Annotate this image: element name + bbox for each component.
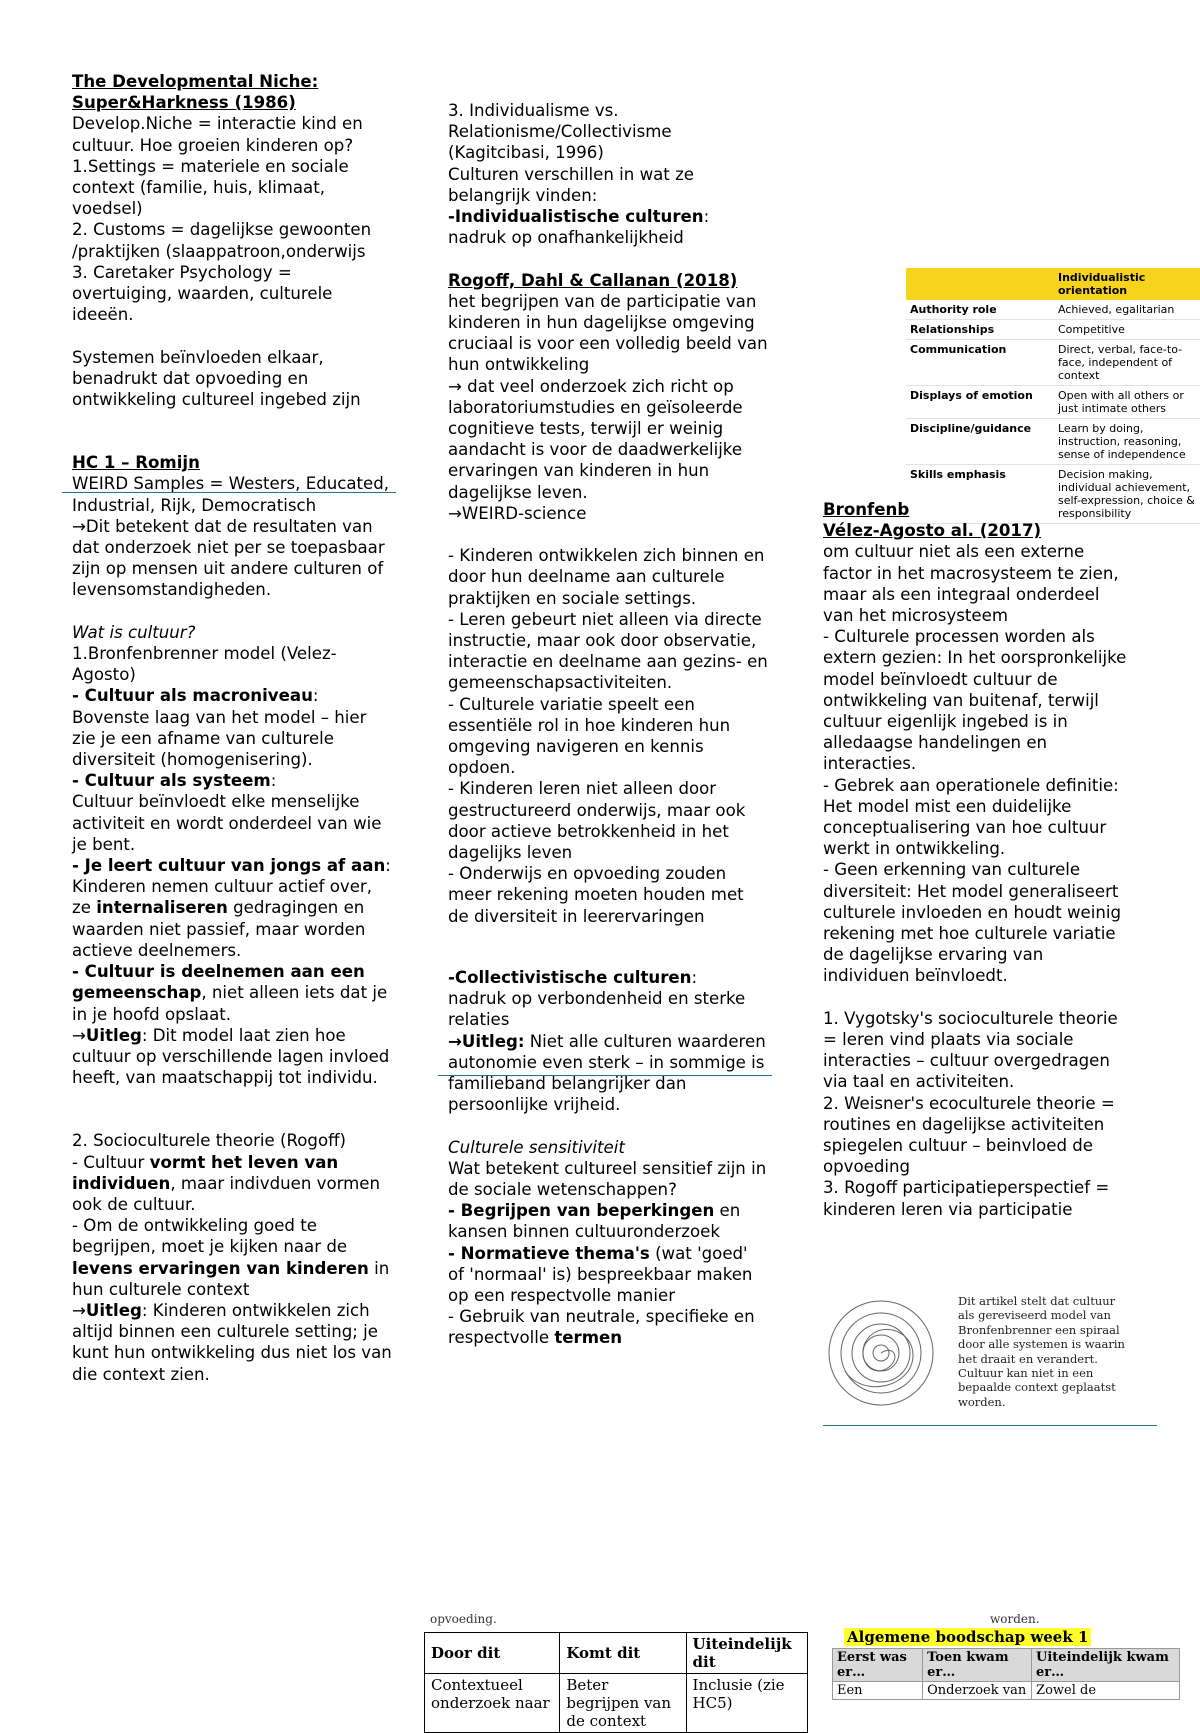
paragraph: 2. Socioculturele theorie (Rogoff) (72, 1131, 347, 1151)
paragraph: Wat betekent cultureel sensitief zijn in de sociale wetenschappen? (448, 1158, 767, 1199)
table-row: Skills emphasis Decision making, individual achievement, self-expression, choice & responsibility (906, 465, 1200, 524)
paragraph: - Gebrek aan operationele definitie: Het model mist een duidelijke conceptualisering van hoe cultuur werkt in ontwikkeling. (823, 775, 1119, 859)
section-divider (62, 492, 396, 493)
developmental-niche-authors: Super&Harkness (1986) (72, 93, 296, 113)
paragraph: 1. Vygotsky's socioculturele theorie = leren vind plaats via sociale interacties – cultuur overgedragen via taal en activiteiten. (823, 1008, 1118, 1092)
paragraph: - Gebruik van neutrale, specifieke en respectvolle termen (448, 1307, 755, 1348)
conclusion-table (424, 1632, 808, 1733)
list-item: - Kinderen ontwikkelen zich binnen en door hun deelname aan culturele praktijken en sociale settings. (448, 546, 765, 608)
paragraph: →Dit betekent dat de resultaten van dat onderzoek niet per se toepasbaar zijn op mensen uit andere culturen of levensomstandigheden. (72, 516, 385, 600)
column-middle (448, 100, 768, 1349)
text-fragment: worden. (990, 1612, 1040, 1626)
paragraph: 3. Caretaker Psychology = overtuiging, waarden, culturele ideeën. (72, 262, 333, 325)
velez-agosto-title: Vélez-Agosto al. (2017) (823, 521, 1042, 541)
paragraph: 3. Individualisme vs. Relationisme/Collectivisme (Kagitcibasi, 1996) (448, 101, 672, 163)
paragraph: 1.Bronfenbrenner model (Velez-Agosto) (72, 644, 337, 685)
paragraph: Systemen beïnvloeden elkaar, benadrukt dat opvoeding en ontwikkeling cultureel ingebed zijn (72, 347, 361, 410)
general-message-table (832, 1648, 1180, 1700)
paragraph: Kinderen nemen cultuur actief over, ze internaliseren gedragingen en waarden niet passief, maar worden actieve deelnemers. (72, 877, 372, 960)
paragraph: - Om de ontwikkeling goed te begrijpen, moet je kijken naar de levens ervaringen van kinderen in hun culturele context (72, 1216, 390, 1299)
hc1-title: HC 1 – Romijn (72, 453, 200, 473)
table-row: Door dit Komt dit Uiteindelijk dit (425, 1633, 808, 1674)
paragraph: →Uitleg: Kinderen ontwikkelen zich altijd binnen een culturele setting; je kunt hun ontwikkeling dus niet los van die context zien. (72, 1300, 392, 1384)
paragraph: nadruk op onafhankelijkheid (448, 228, 684, 248)
paragraph: -Collectivistische culturen: (448, 967, 698, 987)
section-heading: Wat is cultuur? (72, 622, 196, 642)
paragraph: →WEIRD-science (448, 503, 587, 523)
spiral-diagram-icon (829, 1301, 933, 1405)
paragraph: 1.Settings = materiele en sociale context (familie, huis, klimaat, voedsel) (72, 156, 349, 219)
paragraph: →Uitleg: Niet alle culturen waarderen autonomie even sterk – in sommige is familieband belangrijker dan persoonlijke vrijheid. (448, 1031, 766, 1115)
paragraph: WEIRD Samples = Westers, Educated, Industrial, Rijk, Democratisch (72, 474, 390, 515)
rogoff-title: Rogoff, Dahl & Callanan (2018) (448, 270, 738, 290)
list-item: - Onderwijs en opvoeding zouden meer rekening moeten houden met de diversiteit in leerervaringen (448, 864, 744, 926)
paragraph: 2. Weisner's ecoculturele theorie = routines en dagelijkse activiteiten spiegelen cultuur – beinvloed de opvoeding (823, 1093, 1115, 1177)
paragraph: → dat veel onderzoek zich richt op laboratoriumstudies en geïsoleerde cognitieve tests, terwijl er weinig aandacht is voor de daadwerkelijke ervaringen van kinderen in hun dagelijkse leven. (448, 376, 743, 502)
paragraph: - Normatieve thema's (wat 'goed' of 'normaal' is) bespreekbaar maken op een respectvolle manier (448, 1243, 753, 1305)
section-divider (438, 1075, 772, 1076)
paragraph: - Begrijpen van beperkingen en kansen binnen cultuuronderzoek (448, 1201, 741, 1242)
general-message-title: Algemene boodschap week 1 (844, 1628, 1091, 1646)
figure-caption: Dit artikel stelt dat cultuur als gereviseerd model van Bronfenbrenner een spiraal door alle systemen is waarin het draait en verandert. Cultuur kan niet in een bepaalde context geplaatst worden. (958, 1294, 1125, 1409)
table-row: Authority role Achieved, egalitarian (906, 300, 1200, 320)
paragraph: - Geen erkenning van culturele diversiteit: Het model generaliseert culturele invloeden en houdt weinig rekening met hoe culturele variatie de dagelijkse ervaring van individuen beïnvloedt. (823, 860, 1122, 986)
paragraph: Develop.Niche = interactie kind en cultuur. Hoe groeien kinderen op? (72, 114, 363, 155)
developmental-niche-title: The Developmental Niche: (72, 72, 319, 91)
paragraph: om cultuur niet als een externe factor in het macrosysteem te zien, maar als een integraal onderdeel van het microsysteem (823, 542, 1119, 626)
table-row: Displays of emotion Open with all others or just intimate others (906, 386, 1200, 419)
table-row: Relationships Competitive (906, 320, 1200, 340)
section-heading: Culturele sensitiviteit (448, 1137, 625, 1157)
paragraph: -Individualistische culturen: (448, 207, 710, 227)
paragraph: - Cultuur als macroniveau: (72, 686, 319, 706)
paragraph: 2. Customs = dagelijkse gewoonten /praktijken (slaappatroon,onderwijs (72, 220, 372, 261)
table-header: Individualistic orientation (1054, 268, 1200, 300)
paragraph: - Je leert cultuur van jongs af aan: (72, 856, 391, 876)
table-row: Communication Direct, verbal, face-to-face, independent of context (906, 340, 1200, 386)
paragraph: Culturen verschillen in wat ze belangrijk vinden: (448, 164, 695, 205)
table-row: Discipline/guidance Learn by doing, instruction, reasoning, sense of independence (906, 419, 1200, 465)
table-row: Contextueel onderzoek naar Beter begrijpen van de context Inclusie (zie HC5) (425, 1674, 808, 1733)
list-item: - Kinderen leren niet alleen door gestructureerd onderwijs, maar ook door actieve betrokkenheid in het dagelijks leven (448, 779, 746, 863)
list-item: - Culturele variatie speelt een essentiële rol in hoe kinderen hun omgeving navigeren en kennis opdoen. (448, 694, 731, 778)
paragraph: - Cultuur als systeem: (72, 771, 277, 791)
table-row: Eerst was er… Toen kwam er… Uiteindelijk kwam er… (833, 1649, 1180, 1682)
table-row: Een Onderzoek van Zowel de (833, 1682, 1180, 1700)
paragraph: - Cultuur is deelnemen aan een gemeenschap, niet alleen iets dat je in je hoofd opslaat. (72, 962, 388, 1024)
paragraph: - Culturele processen worden als extern gezien: In het oorspronkelijke model beïnvloedt cultuur de ontwikkeling van buitenaf, terwijl cultuur eigenlijk ingebed is in alledaagse handelingen en interacties. (823, 627, 1127, 774)
paragraph: - Cultuur vormt het leven van individuen, maar indivduen vormen ook de cultuur. (72, 1152, 381, 1214)
column-right (823, 499, 1133, 1220)
paragraph: nadruk op verbondenheid en sterke relaties (448, 989, 746, 1030)
list-item: - Leren gebeurt niet alleen via directe instructie, maar ook door observatie, interactie en deelname aan gezins- en gemeenschapsactiviteiten. (448, 609, 768, 693)
text-fragment: opvoeding. (430, 1612, 497, 1626)
section-divider (823, 1425, 1157, 1426)
bronfenbrenner-title: Bronfenb (823, 500, 910, 519)
paragraph: Bovenste laag van het model – hier zie je een afname van culturele diversiteit (homogenisering). (72, 707, 367, 770)
paragraph: het begrijpen van de participatie van kinderen in hun dagelijkse omgeving cruciaal is voor een volledig beeld van hun ontwikkeling (448, 291, 768, 375)
individualistic-orientation-table (906, 268, 1200, 524)
paragraph: Cultuur beïnvloedt elke menselijke activiteit en wordt onderdeel van wie je bent. (72, 792, 382, 854)
paragraph: 3. Rogoff participatieperspectief = kinderen leren via participatie (823, 1178, 1110, 1219)
column-left (72, 71, 392, 1385)
paragraph: →Uitleg: Dit model laat zien hoe cultuur op verschillende lagen invloed heeft, van maatschappij tot individu. (72, 1025, 390, 1088)
